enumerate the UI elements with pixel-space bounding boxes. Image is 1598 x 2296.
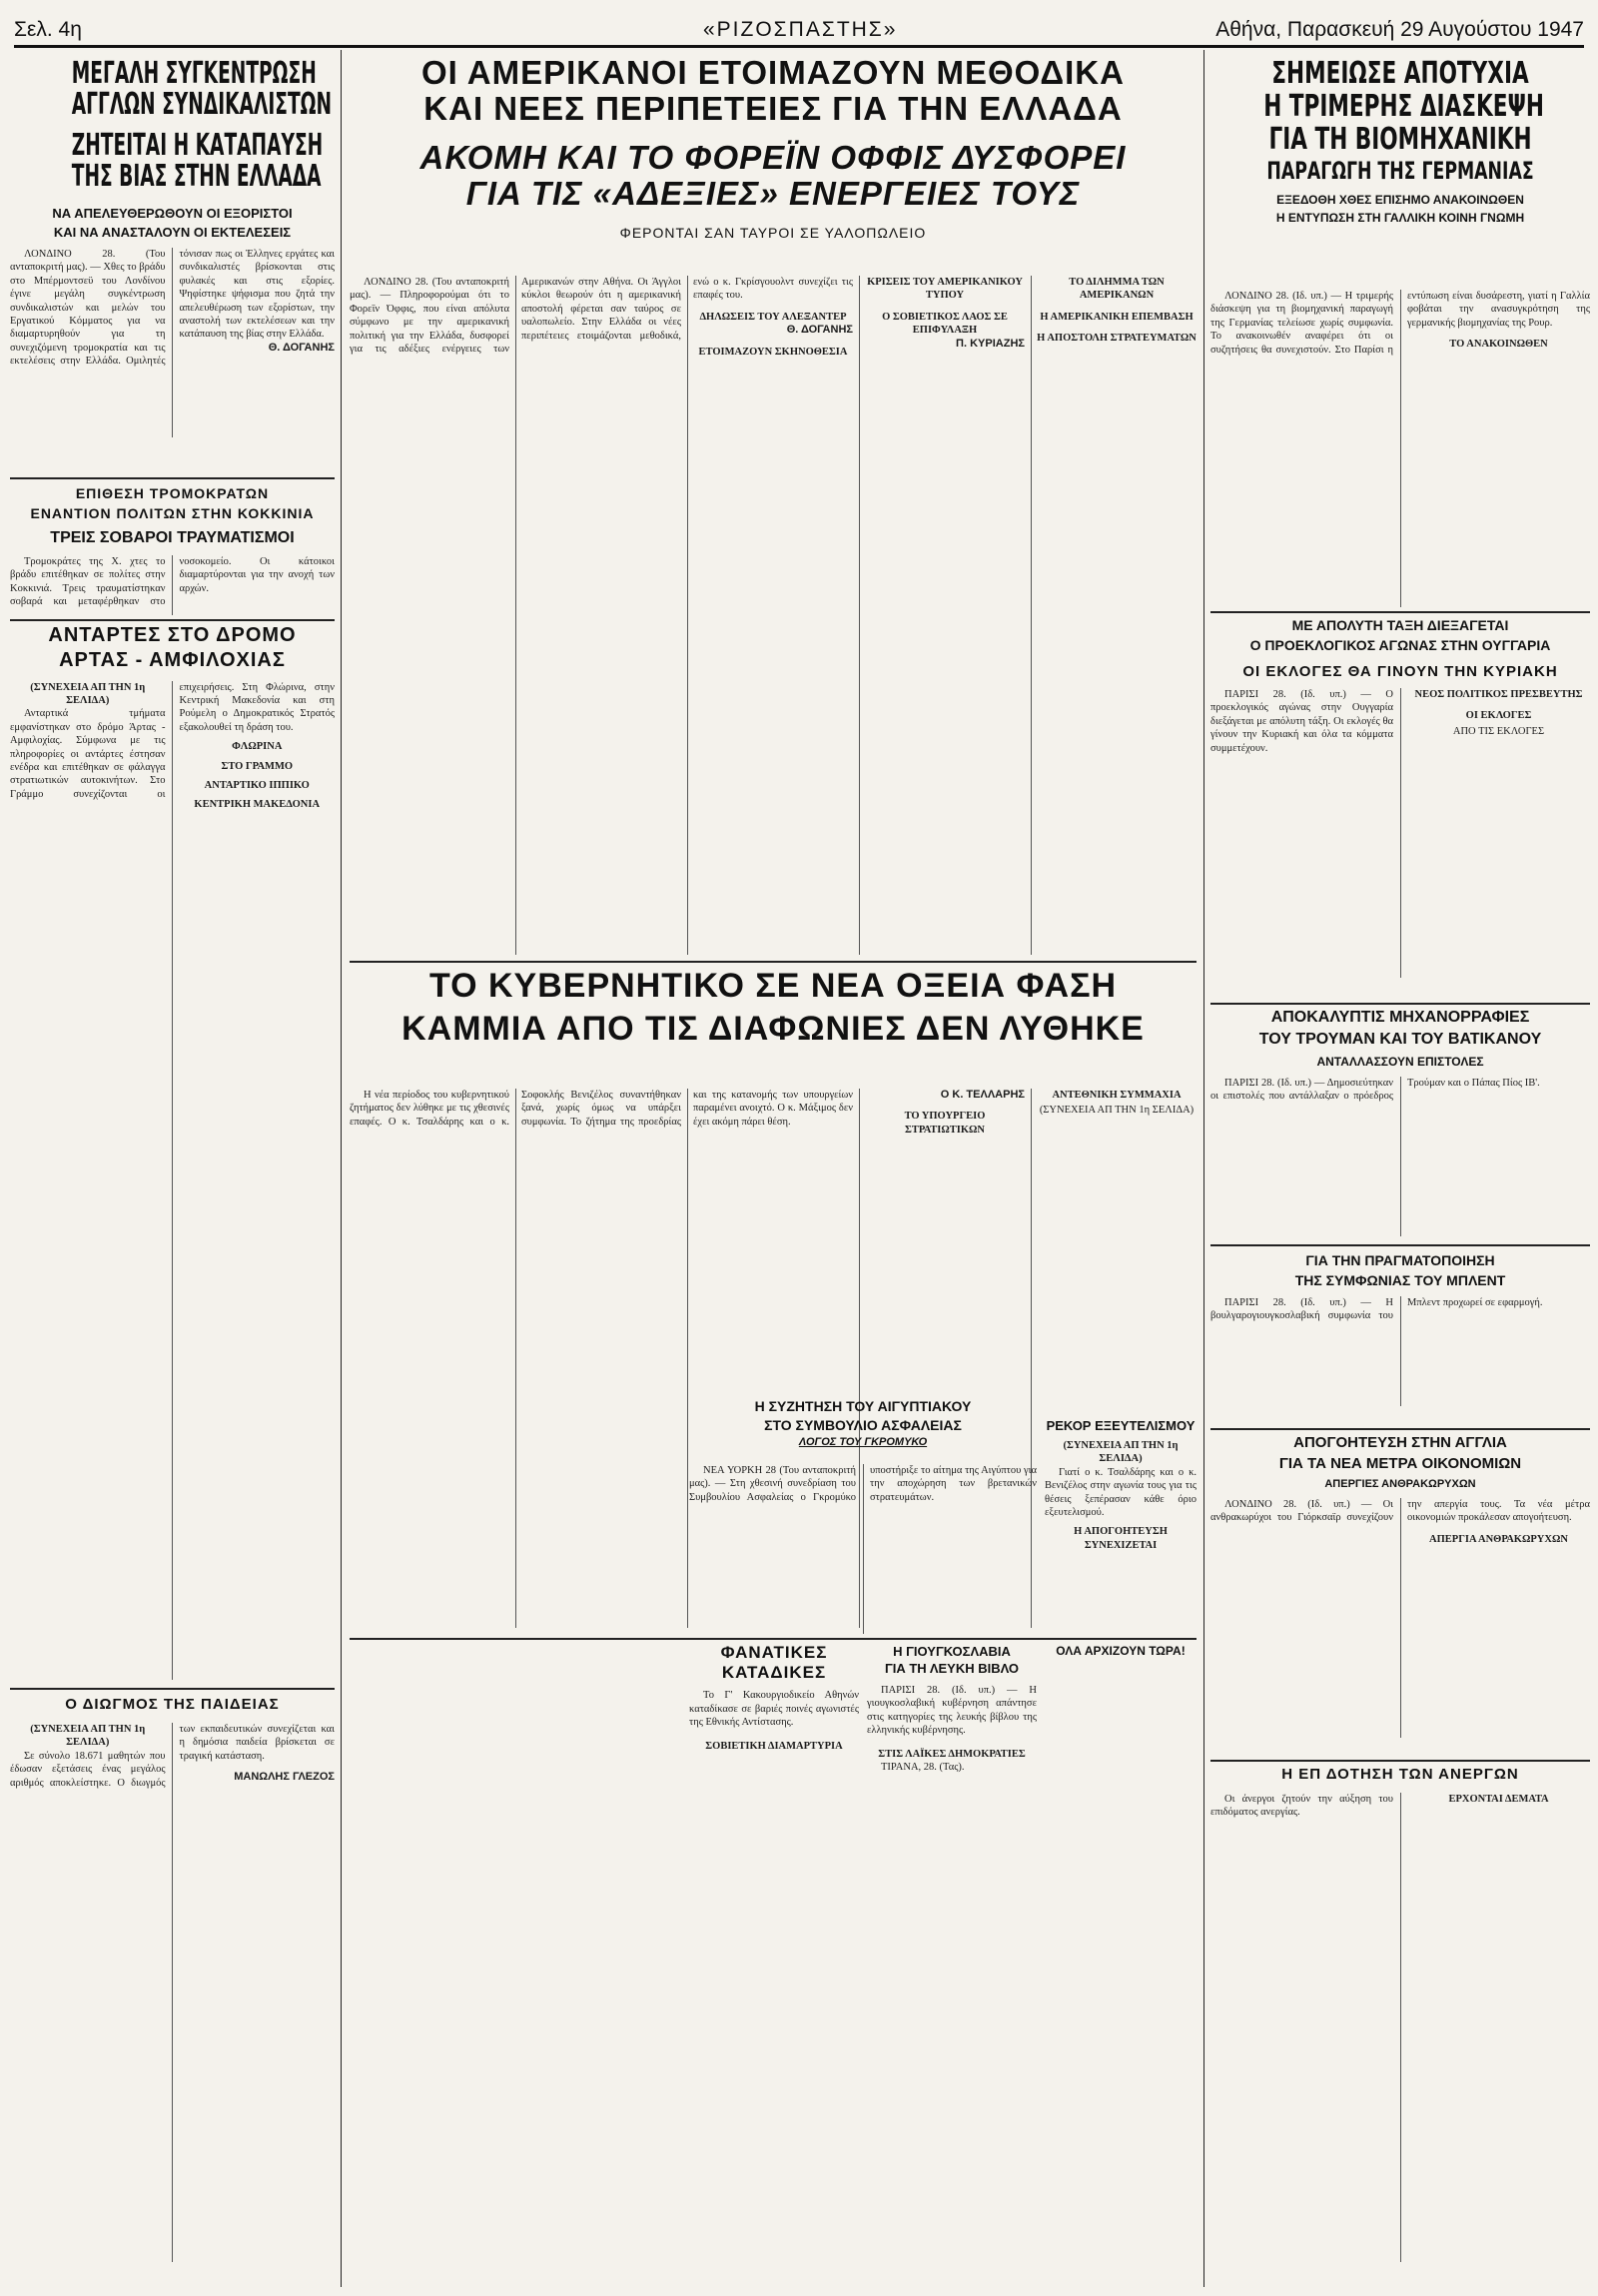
masthead <box>14 6 1584 48</box>
german-headline-1: ΣΗΜΕΙΩΣΕ ΑΠΟΤΥΧΙΑ <box>1271 56 1529 91</box>
kokkinia-title-2: ΕΝΑΝΤΙΟΝ ΠΟΛΙΤΩΝ ΣΤΗΝ ΚΟΚΚΙΝΙΑ <box>30 505 315 521</box>
education-body <box>10 1723 335 2262</box>
arta-body <box>10 681 335 1680</box>
article-truman-vatican <box>1210 1009 1590 1238</box>
article-uk-austerity <box>1210 1434 1590 1754</box>
hungary-title-3: ΟΙ ΕΚΛΟΓΕΣ ΘΑ ΓΙΝΟΥΝ ΤΗΝ ΚΥΡΙΑΚΗ <box>1242 663 1558 680</box>
bled-title-2: ΤΗΣ ΣΥΜΦΩΝΙΑΣ ΤΟΥ ΜΠΛΕΝΤ <box>1294 1272 1506 1288</box>
truman-sub: ΑΝΤΑΛΛΑΣΣΟΥΝ ΕΠΙΣΤΟΛΕΣ <box>1316 1055 1484 1069</box>
german-section: ΤΟ ΑΝΑΚΟΙΝΩΘΕΝ <box>1449 339 1548 351</box>
yugo-title-1: Η ΓΙΟΥΓΚΟΣΛΑΒΙΑ <box>893 1644 1011 1659</box>
section-staging: ΕΤΟΙΜΑΖΟΥΝ ΣΚΗΝΟΘΕΣΙΑ <box>698 346 848 358</box>
education-text: Σε σύνολο 18.671 μαθητών που έδωσαν εξετάσεις ένας μεγάλος αριθμός αποκλείστηκε. Ο διωγμός των εκπαιδευτικών συνεχίζεται και η δημόσια παιδεία βρίσκεται σε τραγική κατάσταση. <box>10 1724 335 1789</box>
article-body <box>10 248 335 437</box>
unemployed-text: Οι άνεργοι ζητούν την αύξηση του επιδόματος ανεργίας. <box>1210 1794 1393 1819</box>
hungary-text: ΠΑΡΙΣΙ 28. (Ιδ. υπ.) — Ο προεκλογικός αγώνας στην Ουγγαρία διεξάγεται με απόλυτη τάξη. Οι εκλογές θα γίνουν την Κυριακή και όλα τα κόμματα συμμετέχουν. <box>1210 689 1393 754</box>
education-continued: (ΣΥΝΕΧΕΙΑ ΑΠ ΤΗΝ 1η ΣΕΛΙΔΑ) <box>30 1724 146 1749</box>
gov-headline-1: ΤΟ ΚΥΒΕΡΝΗΤΙΚΟ ΣΕ ΝΕΑ ΟΞΕΙΑ ΦΑΣΗ <box>428 969 1118 1005</box>
record-sub: Η ΑΠΟΓΟΗΤΕΥΣΗ ΣΥΝΕΧΙΖΕΤΑΙ <box>1074 1526 1168 1551</box>
gov-text: Η νέα περίοδος του κυβερνητικού ζητήματος δεν λύθηκε με τις χθεσινές επαφές. Ο κ. Τσαλδάρης και ο κ. Σοφοκλής Βενιζέλος συναντήθηκαν ξανά, χωρίς όμως να υπάρξει συμφωνία. Το ζήτημα της προεδρίας και της κατανομής των υπουργείων παραμένει ανοιχτό. Ο κ. Μάξιμος δεν έχει ακόμη πάρει θέση. <box>350 1090 853 1128</box>
education-title: Ο ΔΙΩΓΜΟΣ ΤΗΣ ΠΑΙΔΕΙΑΣ <box>65 1696 280 1713</box>
hungary-title-1: ΜΕ ΑΠΟΛΥΤΗ ΤΑΞΗ ΔΙΕΞΑΓΕΤΑΙ <box>1291 617 1509 633</box>
arta-subhead-1: ΦΛΩΡΙΝΑ <box>232 741 283 753</box>
fanatic-title-1: ΦΑΝΑΤΙΚΕΣ <box>720 1644 828 1662</box>
article-german-industry <box>1210 56 1590 284</box>
record-text: Γιατί ο κ. Τσαλδάρης και ο κ. Βενιζέλος στην αγωνία τους για τις θέσεις ξεπέρασαν κάθε όριο εξευτελισμού. <box>1045 1466 1197 1519</box>
hungary-sub-3: ΑΠΟ ΤΙΣ ΕΚΛΟΓΕΣ <box>1452 725 1545 737</box>
record-continued: (ΣΥΝΕΧΕΙΑ ΑΠ ΤΗΝ 1η ΣΕΛΙΔΑ) <box>1063 1440 1179 1465</box>
yugo-title-2: ΓΙΑ ΤΗ ΛΕΥΚΗ ΒΙΒΛΟ <box>884 1661 1020 1676</box>
fanatic-body <box>689 1689 859 1753</box>
egypt-text: ΝΕΑ ΥΟΡΚΗ 28 (Του ανταποκριτή μας). — Στη χθεσινή συνεδρίαση του Συμβουλίου Ασφαλείας ο Γκρομύκο υποστήριξε το αίτημα της Αιγύπτου για την αποχώρηση των βρετανικών στρατευμάτων. <box>689 1465 1037 1503</box>
german-sub-2: Η ΕΝΤΥΠΩΣΗ ΣΤΗ ΓΑΛΛΙΚΗ ΚΟΙΝΗ ΓΝΩΜΗ <box>1275 211 1525 225</box>
truman-text: ΠΑΡΙΣΙ 28. (Ιδ. υπ.) — Δημοσιεύτηκαν οι επιστολές που αντάλλαξαν ο πρόεδρος Τρούμαν και ο Πάπας Πίος ΙΒ'. <box>1210 1078 1540 1103</box>
egypt-header <box>689 1398 1037 1458</box>
americans-byline: Θ. ΔΟΓΑΝΗΣ <box>786 324 853 337</box>
article-government <box>350 969 1197 1079</box>
truman-body <box>1210 1077 1590 1236</box>
gov-sub-alliance: ΑΝΤΕΘΝΙΚΗ ΣΥΜΜΑΧΙΑ <box>1052 1090 1182 1101</box>
uk-text: ΛΟΝΔΙΝΟ 28. (Ιδ. υπ.) — Οι ανθρακωρύχοι του Γιόρκσαϊρ συνεχίζουν την απεργία τους. Τα νέα μέτρα οικονομιών προκάλεσαν απογοήτευση. <box>1210 1499 1590 1524</box>
kokkinia-title-1: ΕΠΙΘΕΣΗ ΤΡΟΜΟΚΡΑΤΩΝ <box>75 485 270 501</box>
yugo-sub: ΣΤΙΣ ΛΑΪΚΕΣ ΔΗΜΟΚΡΑΤΙΕΣ <box>878 1748 1026 1760</box>
hungary-body <box>1210 688 1590 978</box>
kokkinia-text: Τρομοκράτες της Χ. χτες το βράδυ επιτέθηκαν σε πολίτες στην Κοκκινιά. Τρεις τραυματίστηκαν σοβαρά και μεταφέρθηκαν στο νοσοκομείο. Οι κάτοικοι διαμαρτύρονται για την ανοχή των αρχών. <box>10 556 335 608</box>
section-dilemma: ΤΟ ΔΙΛΗΜΜΑ ΤΩΝ ΑΜΕΡΙΚΑΝΩΝ <box>1069 277 1165 302</box>
gov-sub-alliance-note: (ΣΥΝΕΧΕΙΑ ΑΠ ΤΗΝ 1η ΣΕΛΙΔΑ) <box>1039 1105 1195 1117</box>
headline-line-3: ΖΗΤΕΙΤΑΙ Η ΚΑΤΑΠΑΥΣΗ <box>71 128 324 163</box>
article-everything-starts <box>1045 1644 1197 2283</box>
article-yugoslavia <box>867 1644 1037 2283</box>
uk-sub-2: ΑΠΕΡΓΙΑ ΑΝΘΡΑΚΩΡΥΧΩΝ <box>1429 1533 1568 1545</box>
americans-headline-3: ΑΚΟΜΗ ΚΑΙ ΤΟ ΦΟΡΕΪΝ ΟΦΦΙΣ ΔΥΣΦΟΡΕΙ <box>419 138 1127 176</box>
article-education <box>10 1696 335 2285</box>
paper-name: «ΡΙΖΟΣΠΑΣΤΗΣ» <box>703 18 898 41</box>
egypt-title-3: ΛΟΓΟΣ ΤΟΥ ΓΚΡΟΜΥΚΟ <box>798 1436 928 1448</box>
fanatic-text: Το Γ' Κακουργιοδικείο Αθηνών καταδίκασε σε βαριές ποινές αγωνιστές της Εθνικής Αντίστασης. <box>689 1690 859 1729</box>
article-text: ΛΟΝΔΙΝΟ 28. (Του ανταποκριτή μας). — Χθες το βράδυ στο Μπέρμοντσεϋ του Λονδίνου έγινε μεγάλη συγκέντρωση συνδικαλιστών και μελών του Εργατικού Κόμματος για να διαμαρτυρηθούν για τη συνεχιζόμενη τρομοκρατία και τις εκτελέσεις στην Ελλάδα. Ομιλητές τόνισαν πως οι Έλληνες εργάτες και συνδικαλιστές βρίσκονται στις φυλακές και στις εξορίες. Ψηφίστηκε ψήφισμα που ζητά την απελευθέρωση των εξορίστων, την αναστολή των εκτελέσεων και την κατάπαυση της βίας στην Ελλάδα. <box>10 249 335 368</box>
article-bled <box>1210 1252 1590 1422</box>
bled-text: ΠΑΡΙΣΙ 28. (Ιδ. υπ.) — Η βουλγαρογιουγκοσλαβική συμφωνία του Μπλεντ προχωρεί σε εφαρμογή. <box>1210 1297 1543 1322</box>
record-title: ΡΕΚΟΡ ΕΞΕΥΤΕΛΙΣΜΟΥ <box>1046 1418 1196 1433</box>
german-headline-3: ΓΙΑ ΤΗ ΒΙΟΜΗΧΑΝΙΚΗ <box>1268 122 1532 157</box>
german-text: ΛΟΝΔΙΝΟ 28. (Ιδ. υπ.) — Η τριμερής διάσκεψη για τη βιομηχανική παραγωγή της Γερμανίας τελείωσε χωρίς συμφωνία. Το ανακοινωθέν αναφέρει ότι οι συζητήσεις θα συνεχιστούν. Στο Παρίσι η εντύπωση είναι δυσάρεστη, γιατί η Γαλλία φοβάται την ανασυγκρότηση της γερμανικής βιομηχανίας της Ρουρ. <box>1210 291 1590 356</box>
article-arta-rebels <box>10 625 335 1684</box>
yugo-text: ΠΑΡΙΣΙ 28. (Ιδ. υπ.) — Η γιουγκοσλαβική κυβέρνηση απάντησε στις κατηγορίες της λευκής βίβλου της ελληνικής κυβέρνησης. <box>867 1685 1037 1737</box>
unemployed-title: Η ΕΠ ΔΟΤΗΣΗ ΤΩΝ ΑΝΕΡΓΩΝ <box>1281 1766 1519 1783</box>
page-number: Σελ. 4η <box>14 18 82 41</box>
german-headline-2: Η ΤΡΙΜΕΡΗΣ ΔΙΑΣΚΕΨΗ <box>1263 89 1544 124</box>
byline: Θ. ΔΟΓΑΝΗΣ <box>268 341 335 354</box>
german-body <box>1210 290 1590 607</box>
article-unemployed <box>1210 1766 1590 2285</box>
uk-title-1: ΑΠΟΓΟΗΤΕΥΣΗ ΣΤΗΝ ΑΓΓΛΙΑ <box>1293 1434 1507 1451</box>
education-byline: ΜΑΝΩΛΗΣ ΓΛΕΖΟΣ <box>234 1771 335 1784</box>
egypt-title-2: ΣΤΟ ΣΥΜΒΟΥΛΙΟ ΑΣΦΑΛΕΙΑΣ <box>764 1417 962 1433</box>
german-sub-1: ΕΞΕΔΟΘΗ ΧΘΕΣ ΕΠΙΣΗΜΟ ΑΝΑΚΟΙΝΩΘΕΝ <box>1276 193 1524 207</box>
hungary-sub-2: ΟΙ ΕΚΛΟΓΕΣ <box>1465 710 1532 722</box>
americans-text: ΛΟΝΔΙΝΟ 28. (Του ανταποκριτή μας). — Πληροφορούμαι ότι το Φορεϊν Όφφις, που είναι απόλυτα σύμφωνο με την αμερικανική πολιτική για την Ελλάδα, δυσφορεί για τις αδέξιες ενέργειες των Αμερικανών στην Αθήνα. Οι Άγγλοι κύκλοι θεωρούν ότι η αμερικανική αποστολή φέρεται σαν ταύρος σε υαλοπωλείο. Στην Ελλάδα οι νέες περιπέτειες ετοιμάζονται μεθοδικά, ενώ ο κ. Γκρίσγουολντ συνεχίζει τις επαφές του. <box>350 277 853 356</box>
article-fanatic-sentences <box>689 1644 859 2283</box>
fanatic-sub: ΣΟΒΙΕΤΙΚΗ ΔΙΑΜΑΡΤΥΡΙΑ <box>705 1740 843 1752</box>
americans-kicker: ΦΕΡΟΝΤΑΙ ΣΑΝ ΤΑΥΡΟΙ ΣΕ ΥΑΛΟΠΩΛΕΙΟ <box>619 225 927 242</box>
subheadline-2: ΚΑΙ ΝΑ ΑΝΑΣΤΑΛΟΥΝ ΟΙ ΕΚΤΕΛΕΣΕΙΣ <box>53 225 292 240</box>
arta-subhead-3: ΑΝΤΑΡΤΙΚΟ ΙΠΠΙΚΟ <box>204 780 310 792</box>
headline-line-1: ΜΕΓΑΛΗ ΣΥΓΚΕΝΤΡΩΣΗ <box>71 56 317 91</box>
article-americans <box>350 56 1197 271</box>
article-kokkinia-attack <box>10 485 335 615</box>
gov-byline: Ο Κ. ΤΕΛΛΑΡΗΣ <box>940 1089 1025 1101</box>
bled-body <box>1210 1296 1590 1406</box>
americans-headline-4: ΓΙΑ ΤΙΣ «ΑΔΕΞΙΕΣ» ΕΝΕΡΓΕΙΕΣ ΤΟΥΣ <box>465 174 1081 212</box>
section-us-press: ΚΡΙΣΕΙΣ ΤΟΥ ΑΜΕΡΙΚΑΝΙΚΟΥ ΤΥΠΟΥ <box>867 277 1023 302</box>
unemployed-sub: ΕΡΧΟΝΤΑΙ ΔΕΜΑΤΑ <box>1448 1794 1549 1805</box>
record-body <box>1045 1439 1197 1552</box>
headline-line-4: ΤΗΣ ΒΙΑΣ ΣΤΗΝ ΕΛΛΑΔΑ <box>71 159 322 194</box>
headline-line-2: ΑΓΓΛΩΝ ΣΥΝΔΙΚΑΛΙΣΤΩΝ <box>71 87 333 122</box>
hungary-title-2: Ο ΠΡΟΕΚΛΟΓΙΚΟΣ ΑΓΩΝΑΣ ΣΤΗΝ ΟΥΓΓΑΡΙΑ <box>1249 637 1551 653</box>
gov-sub-ministry: ΤΟ ΥΠΟΥΡΓΕΙΟ ΣΤΡΑΤΙΩΤΙΚΩΝ <box>904 1111 986 1136</box>
issue-date: Αθήνα, Παρασκευή 29 Αυγούστου 1947 <box>1215 18 1584 41</box>
subheadline-1: ΝΑ ΑΠΕΛΕΥΘΕΡΩΘΟΥΝ ΟΙ ΕΞΟΡΙΣΤΟΙ <box>52 206 293 221</box>
americans-body <box>350 276 1197 955</box>
truman-title-1: ΑΠΟΚΑΛΥΠΤΙΣ ΜΗΧΑΝΟΡΡΑΦΙΕΣ <box>1270 1009 1530 1026</box>
article-record <box>1045 1418 1197 1633</box>
yugo-body <box>867 1684 1037 1774</box>
section-troops: Η ΑΠΟΣΤΟΛΗ ΣΤΡΑΤΕΥΜΑΤΩΝ <box>1037 333 1197 345</box>
arta-title-1: ΑΝΤΑΡΤΕΣ ΣΤΟ ΔΡΟΜΟ <box>48 625 297 646</box>
record-sub-2: ΟΛΑ ΑΡΧΙΖΟΥΝ ΤΩΡΑ! <box>1056 1644 1186 1658</box>
americans-headline-1: ΟΙ ΑΜΕΡΙΚΑΝΟΙ ΕΤΟΙΜΑΖΟΥΝ ΜΕΘΟΔΙΚΑ <box>421 56 1125 91</box>
americans-headline-2: ΚΑΙ ΝΕΕΣ ΠΕΡΙΠΕΤΕΙΕΣ ΓΙΑ ΤΗΝ ΕΛΛΑΔΑ <box>423 90 1123 128</box>
uk-title-2: ΓΙΑ ΤΑ ΝΕΑ ΜΕΤΡΑ ΟΙΚΟΝΟΜΙΩΝ <box>1278 1455 1522 1472</box>
article-union-rally <box>10 56 335 475</box>
arta-subhead-2: ΣΤΟ ΓΡΑΜΜΟ <box>221 760 294 772</box>
arta-continued: (ΣΥΝΕΧΕΙΑ ΑΠ ΤΗΝ 1η ΣΕΛΙΔΑ) <box>30 681 146 706</box>
section-alexander: ΔΗΛΩΣΕΙΣ ΤΟΥ ΑΛΕΞΑΝΤΕΡ <box>699 311 847 323</box>
egypt-body <box>689 1464 1037 1634</box>
german-headline-4: ΠΑΡΑΓΩΓΗ ΤΗΣ ΓΕΡΜΑΝΙΑΣ <box>1266 157 1534 185</box>
section-intervention: Η ΑΜΕΡΙΚΑΝΙΚΗ ΕΠΕΜΒΑΣΗ <box>1040 311 1194 323</box>
truman-title-2: ΤΟΥ ΤΡΟΥΜΑΝ ΚΑΙ ΤΟΥ ΒΑΤΙΚΑΝΟΥ <box>1258 1031 1542 1048</box>
arta-title-2: ΑΡΤΑΣ - ΑΜΦΙΛΟΧΙΑΣ <box>59 648 286 671</box>
bled-title-1: ΓΙΑ ΤΗΝ ΠΡΑΓΜΑΤΟΠΟΙΗΣΗ <box>1305 1252 1495 1268</box>
section-soviet: Ο ΣΟΒΙΕΤΙΚΟΣ ΛΑΟΣ ΣΕ ΕΠΙΦΥΛΑΞΗ <box>882 311 1008 337</box>
gov-headline-2: ΚΑΜΜΙΑ ΑΠΟ ΤΙΣ ΔΙΑΦΩΝΙΕΣ ΔΕΝ ΛΥΘΗΚΕ <box>401 1010 1145 1049</box>
fanatic-title-2: ΚΑΤΑΔΙΚΕΣ <box>721 1662 827 1682</box>
hungary-sub-1: ΝΕΟΣ ΠΟΛΙΤΙΚΟΣ ΠΡΕΣΒΕΥΤΗΣ <box>1414 689 1583 700</box>
egypt-title-1: Η ΣΥΖΗΤΗΣΗ ΤΟΥ ΑΙΓΥΠΤΙΑΚΟΥ <box>754 1398 972 1414</box>
yugo-dateline: ΤΙΡΑΝΑ, 28. (Τας). <box>881 1762 965 1774</box>
uk-sub-1: ΑΠΕΡΓΙΕΣ ΑΝΘΡΑΚΩΡΥΧΩΝ <box>1324 1478 1476 1490</box>
arta-subhead-4: ΚΕΝΤΡΙΚΗ ΜΑΚΕΔΟΝΙΑ <box>194 799 321 811</box>
article-hungary <box>1210 617 1590 997</box>
unemployed-body <box>1210 1793 1590 2262</box>
uk-body <box>1210 1498 1590 1738</box>
kokkinia-title-3: ΤΡΕΙΣ ΣΟΒΑΡΟΙ ΤΡΑΥΜΑΤΙΣΜΟΙ <box>50 529 295 546</box>
arta-text: Ανταρτικά τμήματα εμφανίστηκαν στο δρόμο Άρτας - Αμφιλοχίας. Σύμφωνα με τις πληροφορίες οι αντάρτες έστησαν ενέδρα και επιτέθηκαν σε φάλαγγα στρατιωτικών αυτοκινήτων. Στο Γράμμο συνεχίζονται οι επιχειρήσεις. Στη Φλώρινα, στην Κεντρική Μακεδονία και στη Ρούμελη ο Δημοκρατικός Στρατός εξακολουθεί τη δράση του. <box>10 681 335 800</box>
americans-byline-2: Π. ΚΥΡΙΑΖΗΣ <box>956 337 1025 350</box>
kokkinia-body <box>10 555 335 615</box>
